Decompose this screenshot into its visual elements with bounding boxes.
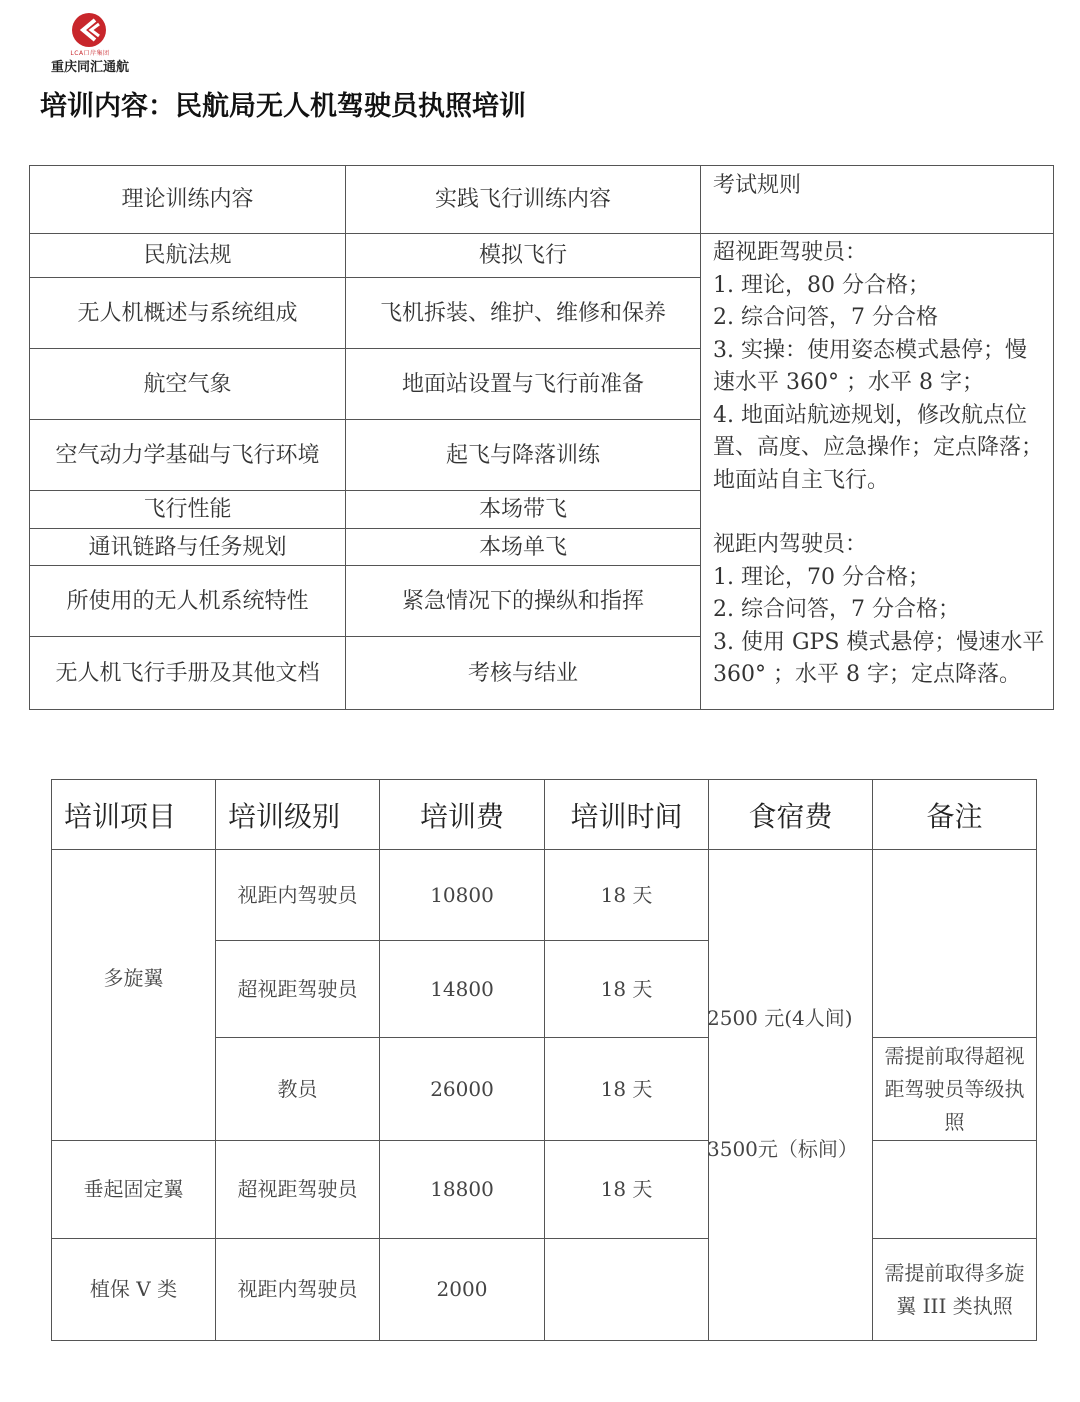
table-row: [52, 1141, 1037, 1239]
note-empty: [873, 850, 1037, 1038]
fee-cell: 26000: [380, 1038, 545, 1141]
bvlos-rule-item: 3. 实操：使用姿态模式悬停；慢速水平 360° ；水平 8 字；: [713, 337, 1027, 395]
theory-cell: 无人机概述与系统组成: [30, 278, 346, 349]
logo-company-name: 重庆同汇通航: [50, 60, 129, 75]
vlos-rule-item: 3. 使用 GPS 模式悬停；慢速水平 360° ；水平 8 字；定点降落。: [713, 629, 1045, 687]
note-empty: [873, 1141, 1037, 1239]
theory-cell: 无人机飞行手册及其他文档: [30, 637, 346, 710]
item-plant-protection: 植保 V 类: [52, 1239, 216, 1341]
theory-cell: 所使用的无人机系统特性: [30, 566, 346, 637]
logo-subtext: LCA口岸集团: [70, 50, 110, 57]
exam-rules-cell: [701, 234, 1054, 710]
vlos-rules-title: 视距内驾驶员：: [713, 532, 868, 557]
theory-cell: 飞行性能: [30, 491, 346, 529]
page-title: 培训内容：民航局无人机驾驶员执照培训: [40, 91, 526, 122]
practice-cell: 本场单飞: [346, 529, 701, 566]
vlos-rule-item: 2. 综合问答，7 分合格；: [713, 597, 960, 622]
table-header-row: [52, 780, 1037, 850]
theory-cell: 航空气象: [30, 349, 346, 420]
training-content-table: [29, 165, 1054, 710]
bvlos-rule-item: 1. 理论，80 分合格；: [713, 272, 930, 298]
note-plant: 需提前取得多旋翼 III 类执照: [873, 1239, 1037, 1341]
food-option-quad: 2500 元(4人间): [707, 1006, 853, 1030]
practice-cell: 本场带飞: [346, 491, 701, 529]
header-training-fee: 培训费: [380, 780, 545, 850]
time-cell: 18 天: [545, 850, 709, 941]
vlos-rule-item: 1. 理论，70 分合格；: [713, 564, 930, 590]
level-cell: 教员: [216, 1038, 380, 1141]
time-cell: 18 天: [545, 1141, 709, 1239]
practice-cell: 飞机拆装、维护、维修和保养: [346, 278, 701, 349]
header-food-lodging: 食宿费: [709, 780, 873, 850]
header-training-level: 培训级别: [216, 780, 380, 850]
fee-cell: 14800: [380, 941, 545, 1038]
header-theory: 理论训练内容: [30, 166, 346, 234]
time-cell: 18 天: [545, 1038, 709, 1141]
time-cell: [545, 1239, 709, 1341]
header-practice: 实践飞行训练内容: [346, 166, 701, 234]
header-exam-rules: 考试规则: [701, 166, 1054, 234]
rules-spacer: [713, 497, 1045, 529]
level-cell: 超视距驾驶员: [216, 941, 380, 1038]
table-header-row: [30, 166, 1054, 234]
bvlos-rule-item: 2. 综合问答，7 分合格: [713, 305, 938, 330]
practice-cell: 地面站设置与飞行前准备: [346, 349, 701, 420]
practice-cell: 紧急情况下的操纵和指挥: [346, 566, 701, 637]
item-multirotor: 多旋翼: [52, 850, 216, 1141]
item-vtol: 垂起固定翼: [52, 1141, 216, 1239]
table-row: [52, 1239, 1037, 1341]
note-instructor: 需提前取得超视距驾驶员等级执照: [873, 1038, 1037, 1141]
practice-cell: 考核与结业: [346, 637, 701, 710]
training-fees-table: [51, 779, 1037, 1341]
level-cell: 视距内驾驶员: [216, 1239, 380, 1341]
header-remarks: 备注: [873, 780, 1037, 850]
level-cell: 超视距驾驶员: [216, 1141, 380, 1239]
fee-cell: 18800: [380, 1141, 545, 1239]
practice-cell: 模拟飞行: [346, 234, 701, 278]
company-logo-icon: [71, 12, 107, 48]
fee-cell: 2000: [380, 1239, 545, 1341]
theory-cell: 通讯链路与任务规划: [30, 529, 346, 566]
practice-cell: 起飞与降落训练: [346, 420, 701, 491]
theory-cell: 民航法规: [30, 234, 346, 278]
theory-cell: 空气动力学基础与飞行环境: [30, 420, 346, 491]
table-row: [30, 234, 1054, 278]
table-row: [52, 850, 1037, 941]
fee-cell: 10800: [380, 850, 545, 941]
food-lodging-cell: [709, 850, 873, 1341]
bvlos-rule-item: 4. 地面站航迹规划，修改航点位置、高度、应急操作；定点降落；地面站自主飞行。: [713, 402, 1044, 493]
bvlos-rules-title: 超视距驾驶员：: [713, 240, 868, 265]
header-training-item: 培训项目: [52, 780, 216, 850]
level-cell: 视距内驾驶员: [216, 850, 380, 941]
food-option-standard: 3500元（标间）: [707, 1137, 858, 1161]
company-logo: [40, 10, 140, 75]
time-cell: 18 天: [545, 941, 709, 1038]
header-training-time: 培训时间: [545, 780, 709, 850]
